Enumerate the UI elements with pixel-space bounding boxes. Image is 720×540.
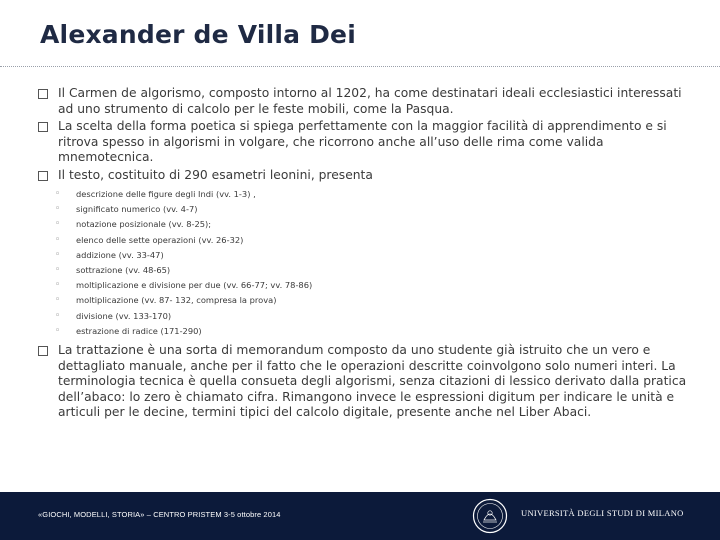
circle-bullet-icon: ◦ [55,219,61,230]
sub-item-text: addizione (vv. 33-47) [76,249,164,260]
bullet-text: Il testo, costituito di 290 esametri leonini, presenta [58,167,373,182]
sub-item-text: estrazione di radice (171-290) [76,325,202,336]
circle-bullet-icon: ◦ [55,265,61,276]
sub-item-text: moltiplicazione (vv. 87- 132, compresa la prova) [76,295,277,306]
circle-bullet-icon: ◦ [55,204,61,215]
square-bullet-icon [38,122,48,132]
bullet-item [38,86,688,117]
university-name: UNIVERSITÀ DEGLI STUDI DI MILANO [521,508,684,518]
sub-list-item [38,187,688,202]
sub-list-item [38,293,688,308]
sub-list [38,187,688,339]
sub-item-text: sottrazione (vv. 48-65) [76,265,171,276]
circle-bullet-icon: ◦ [55,189,61,199]
sub-list-item [38,217,688,232]
circle-bullet-icon: ◦ [55,280,61,291]
circle-bullet-icon: ◦ [55,234,61,245]
square-bullet-icon [38,171,48,181]
slide-content [38,86,688,423]
bullet-text: Il Carmen de algorismo, composto intorno al 1202, ha come destinatari ideali ecclesiastici interessati ad uno strumento di calcolo per le feste mobili, come la Pasqua. [58,86,682,116]
sub-list-item [38,248,688,263]
circle-bullet-icon: ◦ [55,325,61,336]
bullet-item [38,119,688,166]
sub-item-text: notazione posizionale (vv. 8-25); [76,219,212,230]
sub-item-text: divisione (vv. 133-170) [76,310,172,321]
title-divider [0,66,720,67]
square-bullet-icon [38,89,48,99]
footer-event-text: «GIOCHI, MODELLI, STORIA» – CENTRO PRISTEM 3-5 ottobre 2014 [38,510,281,519]
bullet-item [38,343,688,421]
sub-item-text: moltiplicazione e divisione per due (vv. 66-77; vv. 78-86) [76,280,313,291]
sub-list-item [38,202,688,217]
sub-list-item [38,233,688,248]
circle-bullet-icon: ◦ [55,310,61,321]
circle-bullet-icon: ◦ [55,295,61,306]
bullet-text: La scelta della forma poetica si spiega perfettamente con la maggior facilità di apprendimento e si ritrova spesso in algorismi in volgare, che ricorrono anche all’uso delle rima come valida mnemotecnica. [58,119,667,164]
sub-list-item [38,309,688,324]
bullet-text: La trattazione è una sorta di memorandum composto da uno studente già istruito che un vero e dettagliato manuale, anche per il fatto che le operazioni descritte coinvolgono solo numeri interi. La terminologia tecnica è quella consueta degli algorismi, senza citazioni di lessico derivato dalla pratica dell’abaco: lo zero è chiamato cifra. Rimangono invece le espressioni digitum per indicare le unità e articuli per le decine, termini tipici del calcolo digitale, presente anche nel Liber Abaci. [58,343,687,420]
university-seal-icon [472,498,508,534]
slide-title: Alexander de Villa Dei [40,20,356,49]
sub-item-text: significato numerico (vv. 4-7) [76,204,198,215]
circle-bullet-icon: ◦ [55,249,61,260]
sub-item-text: descrizione delle figure degli Indi (vv. 1-3) , [76,189,256,199]
square-bullet-icon [38,346,48,356]
sub-list-item [38,263,688,278]
sub-item-text: elenco delle sette operazioni (vv. 26-32) [76,234,244,245]
bullet-item [38,168,688,184]
sub-list-item [38,324,688,339]
footer-bar [0,492,720,540]
sub-list-item [38,278,688,293]
